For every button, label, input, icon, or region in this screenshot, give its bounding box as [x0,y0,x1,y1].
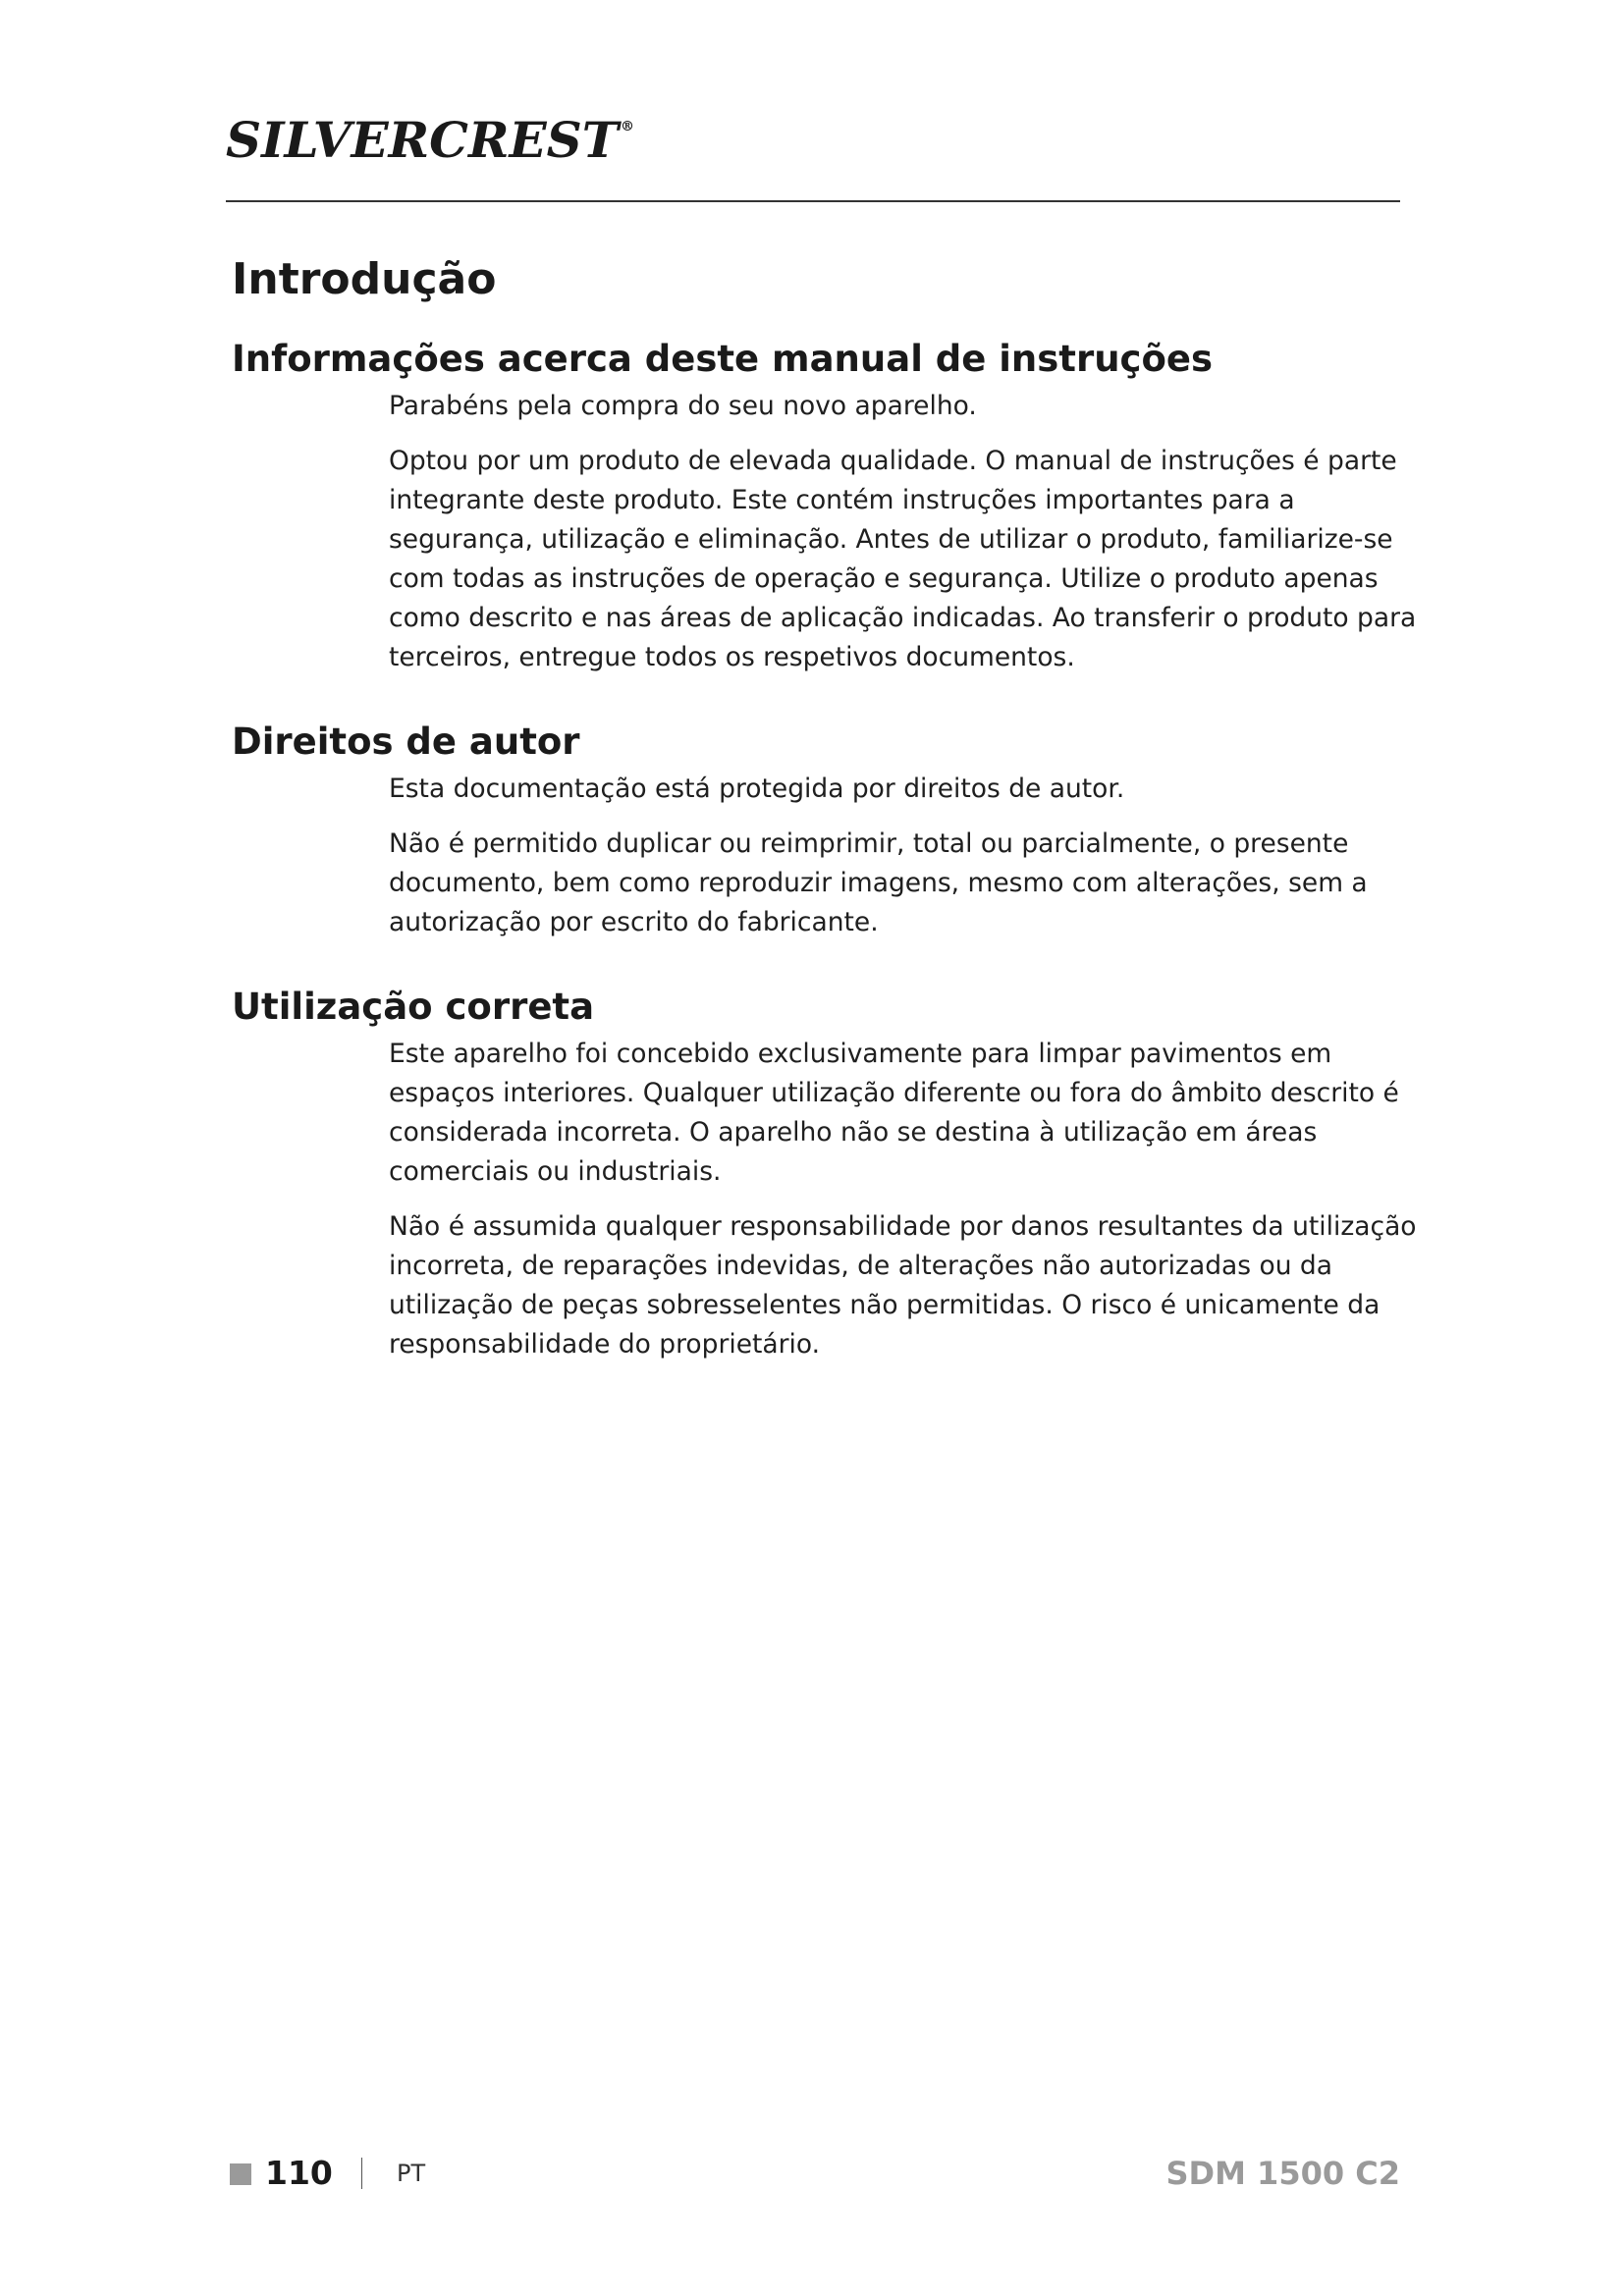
section-manual-info [232,336,1417,677]
paragraph: Parabéns pela compra do seu novo aparelho. [389,391,977,421]
main-content [232,245,1417,1364]
page-title: Introdução [232,254,497,304]
model-number: SDM 1500 C2 [1165,2155,1400,2192]
header-divider [226,200,1400,202]
section-heading: Utilização correta [232,986,595,1028]
paragraph: Não é assumida qualquer responsabilidade por danos resultantes da utilização incorreta, de reparações indevidas, de alterações não autorizadas ou da utilização de peças sobresselentes não permitidas. O risco é unicamente da responsabilidade do proprietário. [389,1211,1417,1360]
paragraph: Este aparelho foi concebido exclusivamente para limpar pavimentos em espaços interiores. Qualquer utilização diferente ou fora do âmbito descrito é considerada incorreta. O aparelho não se destina à utilização em áreas comerciais ou industriais. [389,1039,1399,1187]
section-copyright [232,719,1400,942]
page-marker-square-icon [230,2163,251,2185]
brand-logo [226,111,634,169]
paragraph: Optou por um produto de elevada qualidade. O manual de instruções é parte integrante deste produto. Este contém instruções importantes para a segurança, utilização e eliminação. Antes de utilizar o produto, familiarize-se com todas as instruções de operação e segurança. Utilize o produto apenas como descrito e nas áreas de aplicação indicadas. Ao transferir o produto para terceiros, entregue todos os respetivos documentos. [389,446,1417,672]
language-code: PT [397,2160,426,2187]
section-intended-use [232,984,1417,1364]
footer-divider [361,2158,362,2189]
section-heading: Informações acerca deste manual de instruções [232,338,1214,380]
section-heading: Direitos de autor [232,721,580,763]
brand-logo-text: SILVERCREST [226,111,619,169]
paragraph: Não é permitido duplicar ou reimprimir, total ou parcialmente, o presente documento, bem como reproduzir imagens, mesmo com alterações, sem a autorização por escrito do fabricante. [389,828,1368,937]
registered-mark: ® [620,119,634,134]
page-number: 110 [265,2154,333,2192]
page-footer [226,2154,1400,2193]
paragraph: Esta documentação está protegida por direitos de autor. [389,774,1125,804]
